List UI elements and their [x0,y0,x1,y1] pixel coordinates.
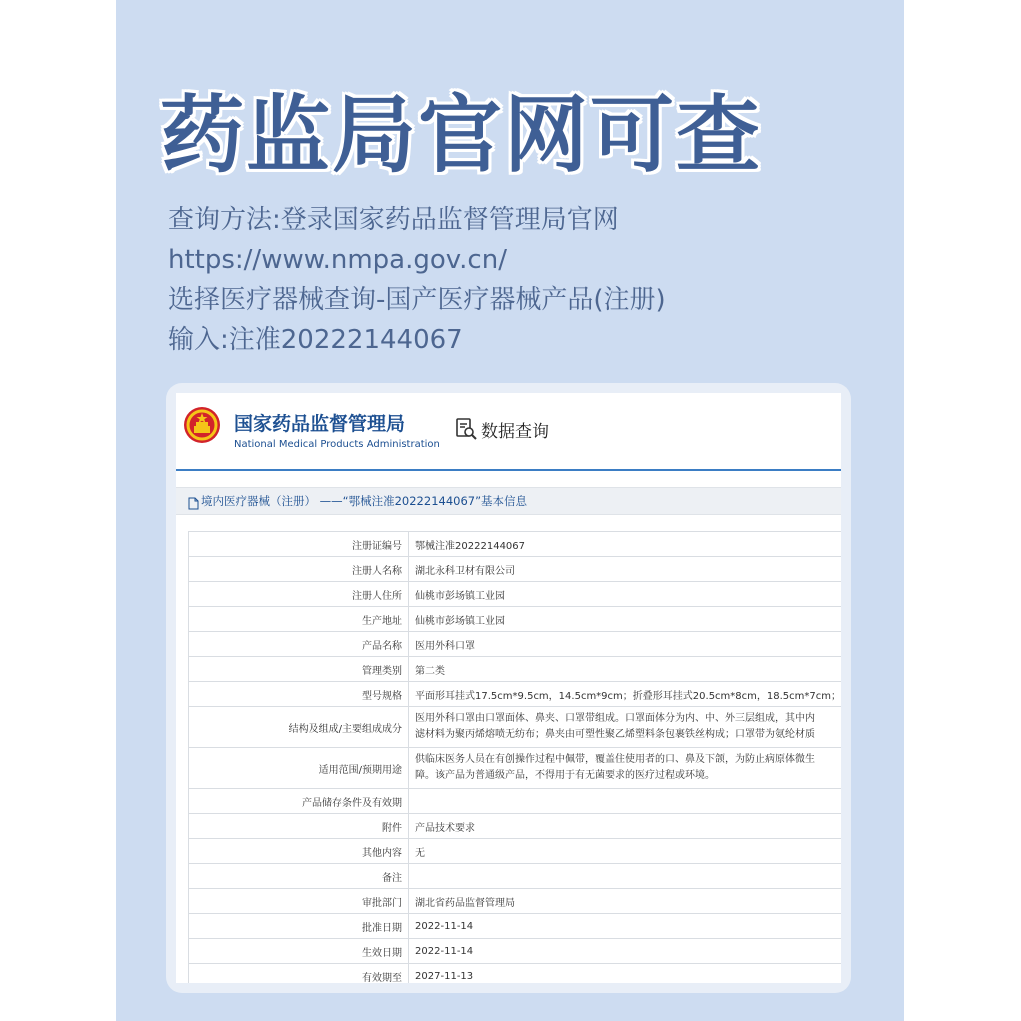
row-label: 附件 [189,814,409,839]
site-name-cn[interactable]: 国家药品监督管理局 [234,413,406,435]
document-icon [188,495,199,508]
table-row [189,582,842,607]
search-document-icon [454,417,478,441]
table-row [189,964,842,984]
row-value [409,864,841,889]
instruction-url: https://www.nmpa.gov.cn/ [168,245,507,275]
row-value: 产品技术要求 [409,814,841,839]
row-label: 生产地址 [189,607,409,632]
row-label: 其他内容 [189,839,409,864]
row-label: 注册人住所 [189,582,409,607]
row-label: 产品名称 [189,632,409,657]
row-label: 结构及组成/主要组成成分 [189,707,409,748]
row-label: 注册证编号 [189,532,409,557]
row-label: 产品储存条件及有效期 [189,789,409,814]
data-query-link[interactable] [454,417,549,441]
breadcrumb-text: 境内医疗器械（注册） ——“鄂械注准20222144067”基本信息 [201,494,528,508]
row-value: 第二类 [409,657,841,682]
site-header [176,393,841,471]
breadcrumb [176,487,841,515]
row-value: 2027-11-13 [409,964,841,984]
instructions [168,200,868,360]
row-value [409,748,841,789]
row-value [409,707,841,748]
row-value: 湖北永科卫材有限公司 [409,557,841,582]
row-value: 鄂械注准20222144067 [409,532,841,557]
row-label: 管理类别 [189,657,409,682]
site-name-en: National Medical Products Administration [234,439,440,450]
table-row [189,707,842,748]
instruction-line: 输入:注准20222144067 [168,325,463,355]
row-value: 仙桃市彭场镇工业园 [409,607,841,632]
row-value: 2022-11-14 [409,914,841,939]
row-value-line: 滤材料为聚丙烯熔喷无纺布；鼻夹由可塑性聚乙烯塑料条包裹铁丝构成；口罩带为氨纶材质 [415,729,816,740]
row-label: 生效日期 [189,939,409,964]
row-value: 医用外科口罩 [409,632,841,657]
table-row [189,889,842,914]
row-label: 有效期至 [189,964,409,984]
row-label: 审批部门 [189,889,409,914]
site-page [176,393,841,983]
row-value: 仙桃市彭场镇工业园 [409,582,841,607]
row-value-line: 供临床医务人员在有创操作过程中佩带，覆盖住使用者的口、鼻及下颌，为防止病原体微生 [415,754,816,765]
table-row [189,657,842,682]
table-row [189,939,842,964]
row-label: 适用范围/预期用途 [189,748,409,789]
registration-info-table [188,531,841,983]
table-row [189,607,842,632]
instruction-line: 选择医疗器械查询-国产医疗器械产品(注册) [168,285,666,315]
table-row [189,814,842,839]
row-value-line: 障。该产品为普通级产品，不得用于有无菌要求的医疗过程或环境。 [415,770,716,781]
screenshot-card [166,383,851,993]
row-value: 2022-11-14 [409,939,841,964]
table-row [189,532,842,557]
table-row [189,789,842,814]
national-emblem-icon[interactable] [182,405,222,445]
row-value: 无 [409,839,841,864]
table-row [189,557,842,582]
table-row [189,914,842,939]
instruction-line: 查询方法:登录国家药品监督管理局官网 [168,205,619,235]
row-label: 型号规格 [189,682,409,707]
row-value-line: 医用外科口罩由口罩面体、鼻夹、口罩带组成。口罩面体分为内、中、外三层组成，其中内 [415,713,816,724]
row-value: 湖北省药品监督管理局 [409,889,841,914]
data-query-label: 数据查询 [481,421,549,442]
row-label: 批准日期 [189,914,409,939]
row-value: 平面形耳挂式17.5cm*9.5cm，14.5cm*9cm；折叠形耳挂式20.5cm*8cm，18.5cm*7cm； [409,682,841,707]
row-label: 备注 [189,864,409,889]
table-row [189,682,842,707]
table-row [189,839,842,864]
headline: 药监局官网可查 [160,86,763,184]
table-row [189,632,842,657]
table-row [189,748,842,789]
row-label: 注册人名称 [189,557,409,582]
row-value [409,789,841,814]
table-row [189,864,842,889]
